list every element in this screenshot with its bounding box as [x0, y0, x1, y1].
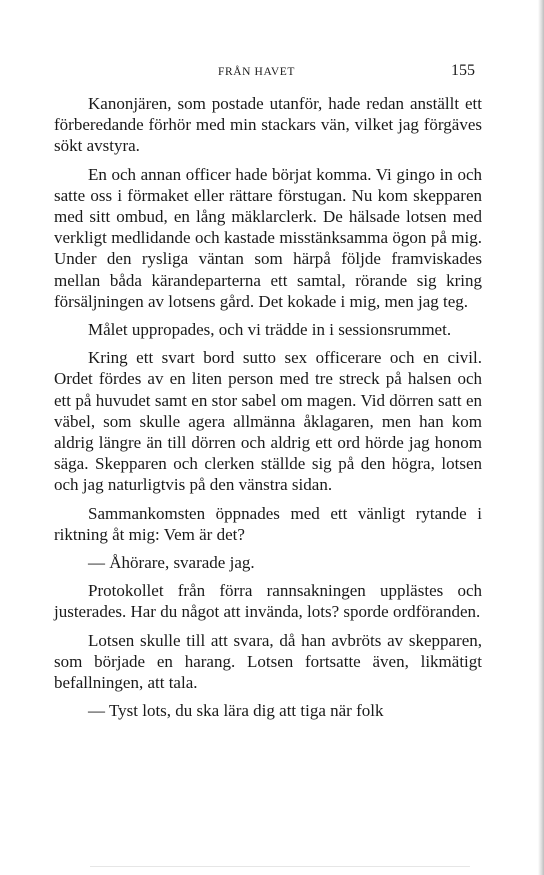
paragraph: Sammankomsten öppnades med ett vänligt rytande i riktning åt mig: Vem är det? [54, 503, 482, 544]
paragraph: Lotsen skulle till att svara, då han avbröts av skepparen, som började en harang. Lotsen fortsatte även, likmätigt befallningen, att tala. [54, 630, 482, 693]
page-edge-shadow [538, 0, 544, 875]
page-number: 155 [451, 62, 475, 79]
paragraph: En och annan officer hade börjat komma. Vi gingo in och satte oss i förmaket eller rättare förstugan. Nu kom skepparen med sitt ombud, en lång mäklarclerk. De hälsade lotsen med verkligt medlidande och kastade misstänksamma ögon på mig. Under den rysliga väntan som härpå följde framviskades mellan båda kärandeparterna ett samtal, rörande sig kring försäljningen av lotsens gård. Det kokade i mig, men jag teg. [54, 164, 482, 311]
paragraph: — Åhörare, svarade jag. [88, 553, 255, 573]
paragraph: — Tyst lots, du ska lära dig att tiga när folk [88, 701, 384, 721]
paragraph: Kanonjären, som postade utanför, hade redan anställt ett förberedande förhör med min stackars vän, vilket jag förgäves sökt avstyra. [54, 94, 482, 156]
paragraph: Kring ett svart bord sutto sex officerare och en civil. Ordet fördes av en liten person med tre streck på halsen och ett på huvudet samt en stor sabel om magen. Vid dörren satt en väbel, som skulle agera allmänna åklagaren, men han kom aldrig längre än till dörren och aldrig ett ord hörde jag honom säga. Skepparen och clerken ställde sig på den högra, lotsen och jag naturligtvis på den vänstra sidan. [54, 348, 482, 495]
page-bottom-mark [90, 866, 470, 867]
running-header [0, 64, 544, 82]
paragraph: Målet uppropades, och vi trädde in i sessionsrummet. [88, 320, 452, 340]
running-title: FRÅN HAVET [218, 66, 296, 78]
paragraph: Protokollet från förra rannsakningen upplästes och justerades. Har du något att invända, lots? sporde ordföranden. [54, 581, 482, 622]
body-text [54, 93, 482, 728]
